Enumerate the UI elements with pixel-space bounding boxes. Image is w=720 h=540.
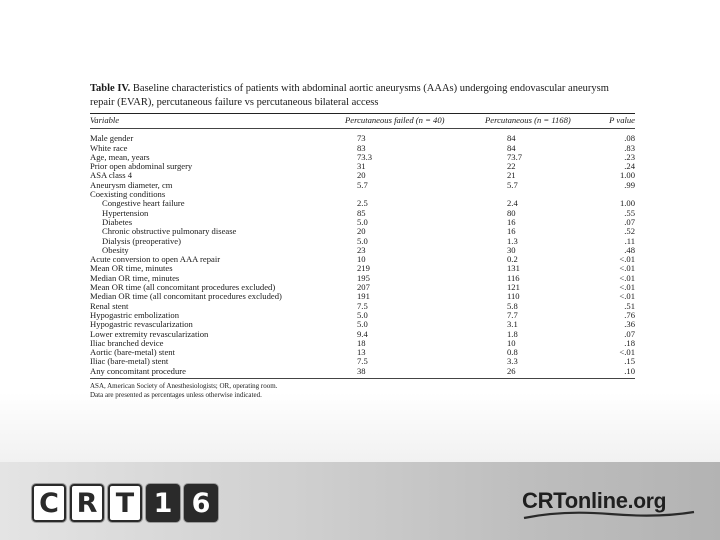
cell-variable: Mean OR time, minutes: [90, 263, 173, 274]
cell-variable: Lower extremity revascularization: [90, 328, 209, 339]
cell-variable: Male gender: [90, 133, 134, 144]
logo-digit-6: 6: [184, 484, 218, 522]
cell-p-value: .08: [624, 133, 635, 144]
cell-variable: Hypogastric revascularization: [90, 319, 193, 330]
cell-variable: Median OR time, minutes: [90, 272, 180, 283]
cell-p-value: <.01: [619, 272, 635, 283]
cell-percutaneous: 5.8: [507, 300, 518, 311]
cell-variable: Hypertension: [102, 207, 149, 218]
baseline-characteristics-table: [90, 114, 635, 376]
cell-p-value: <.01: [619, 291, 635, 302]
table-row: [90, 367, 635, 376]
cell-percutaneous-failed: 5.0: [357, 309, 368, 320]
cell-p-value: .36: [624, 319, 635, 330]
cell-p-value: <.01: [619, 263, 635, 274]
cell-percutaneous-failed: 207: [357, 282, 370, 293]
cell-percutaneous-failed: 7.5: [357, 356, 368, 367]
cell-percutaneous: 73.7: [507, 151, 523, 162]
cell-percutaneous-failed: 73.3: [357, 151, 373, 162]
cell-percutaneous: 0.2: [507, 254, 518, 265]
cell-p-value: .07: [624, 216, 635, 227]
cell-percutaneous-failed: 5.7: [357, 179, 368, 190]
cell-percutaneous-failed: 38: [357, 365, 366, 376]
cell-percutaneous-failed: 7.5: [357, 300, 368, 311]
cell-percutaneous: 110: [507, 291, 520, 302]
cell-p-value: <.01: [619, 347, 635, 358]
cell-percutaneous-failed: 2.5: [357, 198, 368, 209]
logo-letter-c: C: [32, 484, 66, 522]
cell-percutaneous-failed: 23: [357, 244, 366, 255]
logo-digit-1: 1: [146, 484, 180, 522]
results-table-block: [90, 82, 635, 400]
cell-percutaneous: [485, 190, 595, 199]
footnote-abbreviations: ASA, American Society of Anesthesiologists; OR, operating room.: [90, 382, 278, 391]
cell-percutaneous-failed: 191: [357, 291, 370, 302]
cell-percutaneous: 121: [507, 282, 520, 293]
table-label: Table IV.: [90, 83, 131, 94]
table-row: [90, 181, 635, 190]
cell-variable: Mean OR time (all concomitant procedures excluded): [90, 282, 276, 293]
cell-percutaneous-failed: 31: [357, 161, 366, 172]
cell-variable: Coexisting conditions: [90, 189, 166, 200]
crtonline-logo: [522, 484, 702, 524]
cell-percutaneous: 0.8: [507, 347, 518, 358]
cell-percutaneous-failed: 85: [357, 207, 366, 218]
table-caption: [90, 82, 635, 110]
cell-p-value: .24: [624, 161, 635, 172]
cell-variable: Obesity: [102, 244, 129, 255]
cell-variable: Acute conversion to open AAA repair: [90, 254, 221, 265]
cell-variable: Aneurysm diameter, cm: [90, 179, 173, 190]
cell-percutaneous: 131: [507, 263, 520, 274]
cell-percutaneous: 30: [507, 244, 516, 255]
cell-variable: Age, mean, years: [90, 151, 150, 162]
cell-p-value: .15: [624, 356, 635, 367]
table-body: [90, 129, 635, 376]
cell-variable: Hypogastric embolization: [90, 309, 180, 320]
cell-p-value: .07: [624, 328, 635, 339]
cell-variable: Prior open abdominal surgery: [90, 161, 193, 172]
cell-percutaneous: 26: [507, 365, 516, 376]
cell-variable: Aortic (bare-metal) stent: [90, 347, 175, 358]
cell-variable: White race: [90, 142, 128, 153]
cell-percutaneous: 16: [507, 226, 516, 237]
cell-variable: Iliac (bare-metal) stent: [90, 356, 169, 367]
cell-percutaneous: 5.7: [507, 179, 518, 190]
cell-p-value: .11: [624, 235, 635, 246]
cell-percutaneous: 80: [507, 207, 516, 218]
header-variable: Variable: [90, 115, 120, 125]
cell-p-value: .83: [624, 142, 635, 153]
cell-percutaneous: 10: [507, 337, 516, 348]
logo-letter-t: T: [108, 484, 142, 522]
cell-percutaneous-failed: 5.0: [357, 216, 368, 227]
cell-p-value: .10: [624, 365, 635, 376]
bottom-rule: [90, 378, 635, 379]
cell-percutaneous-failed: 219: [357, 263, 370, 274]
cell-percutaneous-failed: 195: [357, 272, 370, 283]
cell-percutaneous-failed: 83: [357, 142, 366, 153]
brand-crt: CRT: [522, 488, 565, 513]
cell-p-value: .99: [624, 179, 635, 190]
cell-p-value: .18: [624, 337, 635, 348]
cell-variable: Iliac branched device: [90, 337, 164, 348]
cell-p-value: .23: [624, 151, 635, 162]
cell-percutaneous: 84: [507, 142, 516, 153]
cell-percutaneous: 2.4: [507, 198, 518, 209]
cell-p-value: .76: [624, 309, 635, 320]
cell-percutaneous-failed: 20: [357, 226, 366, 237]
cell-variable: Median OR time (all concomitant procedures excluded): [90, 291, 282, 302]
cell-variable: Renal stent: [90, 300, 129, 311]
cell-percutaneous: 3.1: [507, 319, 518, 330]
crt16-logo: [32, 484, 218, 522]
cell-p-value: 1.00: [619, 170, 635, 181]
cell-percutaneous-failed: 73: [357, 133, 366, 144]
cell-p-value: .51: [624, 300, 635, 311]
cell-variable: ASA class 4: [90, 170, 133, 181]
brand-org: .org: [627, 490, 667, 513]
cell-percutaneous-failed: 13: [357, 347, 366, 358]
cell-percutaneous: 22: [507, 161, 516, 172]
table-header-row: [90, 114, 635, 129]
logo-swoosh-icon: [522, 508, 697, 522]
cell-variable: Any concomitant procedure: [90, 365, 186, 376]
cell-percutaneous-failed: 20: [357, 170, 366, 181]
footnote-data-note: Data are presented as percentages unless otherwise indicated.: [90, 391, 262, 400]
cell-p-value: <.01: [619, 254, 635, 265]
cell-percutaneous-failed: 5.0: [357, 319, 368, 330]
brand-online: online: [564, 488, 628, 513]
cell-percutaneous-failed: 9.4: [357, 328, 368, 339]
cell-percutaneous-failed: 10: [357, 254, 366, 265]
cell-percutaneous: 1.8: [507, 328, 518, 339]
cell-percutaneous: 116: [507, 272, 520, 283]
cell-percutaneous: 3.3: [507, 356, 518, 367]
cell-percutaneous: 7.7: [507, 309, 518, 320]
cell-variable: Diabetes: [102, 216, 133, 227]
cell-percutaneous-failed: 5.0: [357, 235, 368, 246]
cell-percutaneous: 1.3: [507, 235, 518, 246]
cell-variable: Congestive heart failure: [102, 198, 185, 209]
cell-p-value: <.01: [619, 282, 635, 293]
cell-percutaneous: 21: [507, 170, 516, 181]
cell-p-value: .55: [624, 207, 635, 218]
header-percutaneous-failed: Percutaneous failed (n = 40): [345, 115, 445, 125]
cell-p-value: .52: [624, 226, 635, 237]
header-percutaneous: Percutaneous (n = 1168): [485, 115, 571, 125]
cell-percutaneous: 84: [507, 133, 516, 144]
cell-variable: Dialysis (preoperative): [102, 235, 181, 246]
cell-percutaneous-failed: 18: [357, 337, 366, 348]
logo-letter-r: R: [70, 484, 104, 522]
cell-p-value: 1.00: [619, 198, 635, 209]
table-title: Baseline characteristics of patients with abdominal aortic aneurysms (AAAs) undergoing endovascular aneurysm repair (EVAR), percutaneous failure vs percutaneous bilateral access: [90, 83, 609, 108]
cell-p-value: .48: [624, 244, 635, 255]
cell-percutaneous: 16: [507, 216, 516, 227]
header-p-value: P value: [609, 115, 635, 125]
table-footnotes: [90, 382, 635, 400]
cell-variable: Chronic obstructive pulmonary disease: [102, 226, 237, 237]
